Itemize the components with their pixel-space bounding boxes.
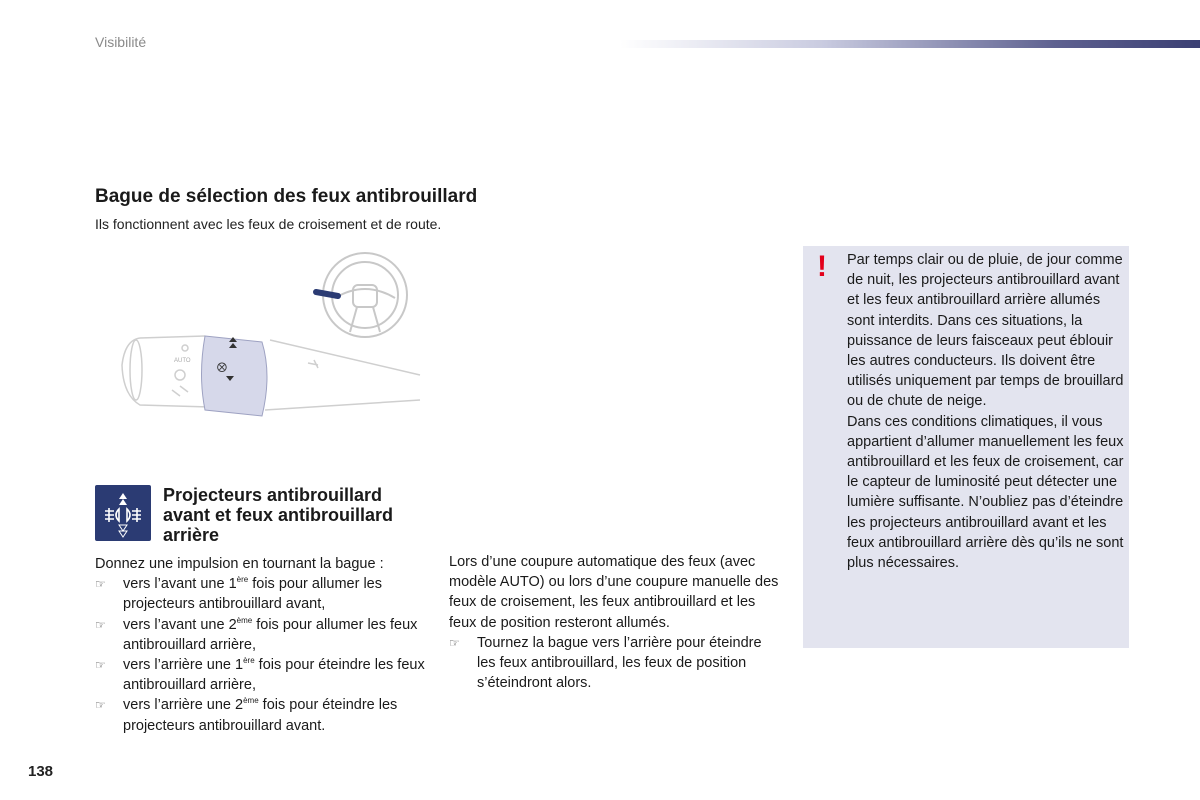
auto-cutoff-column [449, 552, 779, 693]
header-gradient-bar [620, 40, 1200, 48]
page-number: 138 [28, 763, 54, 780]
auto-label: AUTO [174, 358, 191, 364]
section-heading: Projecteurs antibrouillard avant et feux antibrouillard arrière [163, 485, 394, 545]
pointing-hand-icon: ☞ [449, 635, 460, 650]
stalk-indicator-icon [316, 292, 338, 296]
pointing-hand-icon: ☞ [95, 658, 106, 673]
svg-text:⨂: ⨂ [217, 362, 227, 373]
page-subtitle: Ils fonctionnent avec les feux de croisement et de route. [95, 216, 442, 232]
page-title: Bague de sélection des feux antibrouillard [95, 186, 478, 207]
auto-cutoff-text: Lors d’une coupure automatique des feux (avec modèle AUTO) ou lors d’une coupure manuelle des feux de croisement, les feux antibrouillard et les feux de position resteront allumés. [449, 554, 779, 631]
section-header: Visibilité [95, 34, 147, 50]
pointing-hand-icon: ☞ [95, 577, 106, 592]
pointing-hand-icon: ☞ [95, 698, 106, 713]
instructions-column [95, 554, 430, 736]
stalk-illustration [110, 250, 425, 440]
warning-paragraph: Par temps clair ou de pluie, de jour comme de nuit, les projecteurs antibrouillard avant et les feux antibrouillard arrière allumés sont interdits. Dans ces situations, la puissance de leurs faisceaux peut éblouir les autres conducteurs. Ils doivent être utilisés uniquement par temps de brouillard ou de chute de neige. [847, 252, 1124, 410]
pointing-hand-icon: ☞ [95, 617, 106, 632]
list-item: ☞ Tournez la bague vers l’arrière pour éteindre les feux antibrouillard, les feux de position s’éteindront alors. [449, 634, 762, 692]
list-item: ☞ vers l’arrière une 1ère fois pour éteindre les feux antibrouillard arrière, [95, 656, 425, 694]
warning-text [847, 250, 1125, 573]
list-item: ☞ vers l’avant une 2ème fois pour allumer les feux antibrouillard arrière, [95, 615, 418, 653]
fog-lamps-icon [95, 485, 151, 541]
warning-paragraph: Dans ces conditions climatiques, il vous appartient d’allumer manuellement les feux antibrouillard et les feux de croisement, car le capteur de luminosité peut détecter une lumière suffisante. N’oubliez pas d’éteindre les projecteurs antibrouillard avant et les feux antibrouillard arrière dès qu’ils ne sont plus nécessaires. [847, 413, 1124, 572]
warning-box [803, 246, 1129, 648]
list-item: ☞ vers l’avant une 1ère fois pour allumer les projecteurs antibrouillard avant, [95, 575, 382, 613]
instructions-intro: Donnez une impulsion en tournant la bague : [95, 556, 384, 572]
warning-icon: ! [817, 250, 827, 283]
list-item: ☞ vers l’arrière une 2ème fois pour éteindre les projecteurs antibrouillard avant. [95, 696, 398, 734]
